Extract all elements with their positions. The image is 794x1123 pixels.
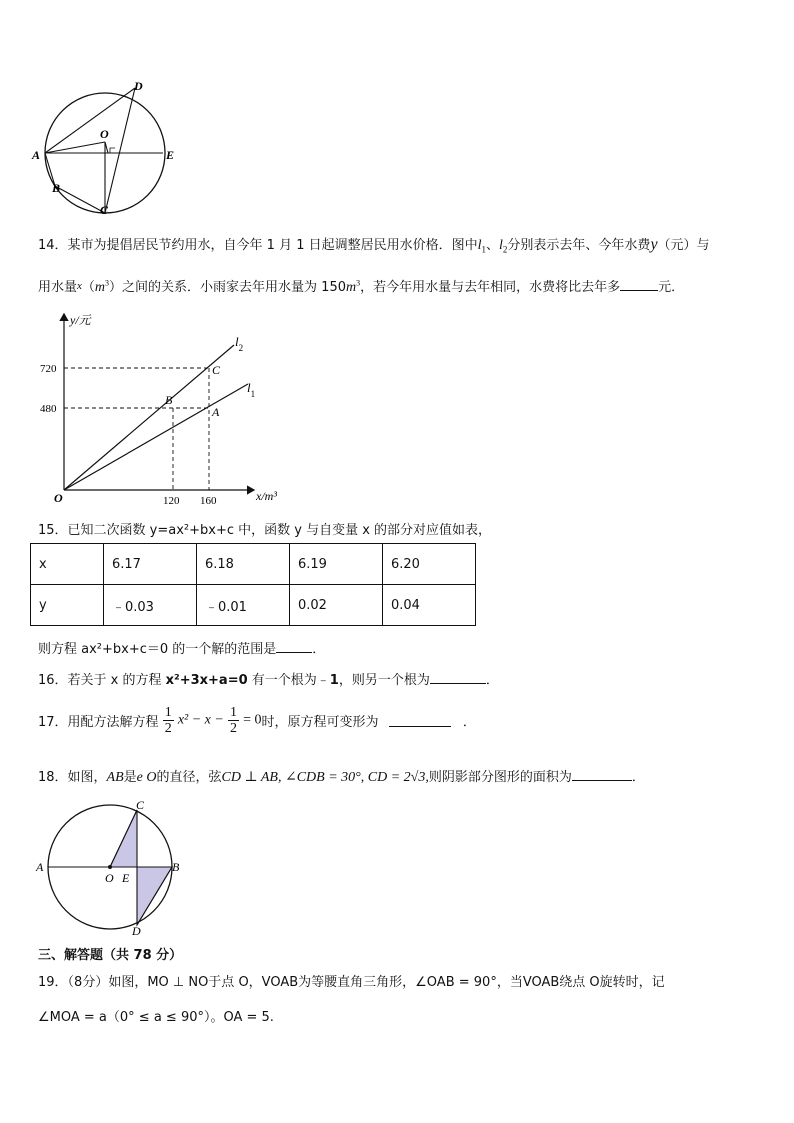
fig13-label-D: D: [134, 79, 143, 93]
table-cell: y: [31, 585, 104, 626]
q16-line: 16．若关于 x 的方程 x²+3x+a=0 有一个根为﹣1，则另一个根为 ．: [38, 673, 499, 688]
table-cell: 0.02: [290, 585, 383, 626]
q15-value-table: [30, 543, 476, 626]
table-cell: 0.04: [383, 585, 476, 626]
fraction-half-1: $\frac{1}{2}$: [164, 705, 172, 736]
ytick-720: 720: [40, 363, 57, 375]
fig18-label-D: D: [132, 924, 141, 936]
graph-ylabel: y/元: [70, 313, 91, 327]
fig13-label-B: B: [52, 181, 61, 195]
fig18-label-A: A: [36, 860, 44, 874]
q14-line1: 14．某市为提倡居民节约用水，自今年 1 月 1 日起调整居民用水价格．图中$l_1$、$l_2$分别表示去年、今年水费y（元）与: [38, 236, 710, 255]
point-C: C: [212, 363, 221, 377]
q16-answer-blank[interactable]: [430, 671, 486, 684]
fig13-label-A: A: [32, 148, 41, 162]
q19-line1: 19．（8分）如图，MO ⊥ NO于点 O，VOAB为等腰直角三角形，∠OAB = 90°，当VOAB绕点 O旋转时，记: [38, 975, 665, 990]
section-title: 三、解答题（共 78 分）: [38, 948, 183, 963]
fraction-half-2: $\frac{1}{2}$: [230, 705, 237, 736]
line-l2: [64, 345, 234, 490]
table-cell: ﹣0.01: [197, 585, 290, 626]
table-row-y: [31, 585, 476, 626]
q19-line2: ∠MOA = a（0° ≤ a ≤ 90°）。OA = 5.: [38, 1010, 274, 1025]
xtick-120: 120: [163, 495, 180, 507]
table-cell: 6.18: [197, 544, 290, 585]
table-row-x: [31, 544, 476, 585]
graph-xlabel: x/m³: [256, 489, 277, 503]
q18-line: 18．如图，AB是e O的直径，弦CD ⊥ AB, ∠CDB = 30°, CD = 2√3,则阴影部分图形的面积为 ．: [38, 770, 645, 785]
fig13-label-O: O: [100, 127, 109, 141]
q15-answer-blank[interactable]: [276, 640, 312, 653]
fig13-label-C: C: [100, 203, 109, 217]
circle-figure-q18: [34, 796, 194, 936]
label-l1: $l_1$: [247, 380, 256, 399]
line-l1: [64, 384, 248, 490]
table-cell: 6.19: [290, 544, 383, 585]
table-cell: ﹣0.03: [104, 585, 197, 626]
graph-origin: O: [54, 491, 63, 505]
q15-line: 15．已知二次函数 y=ax²+bx+c 中，函数 y 与自变量 x 的部分对应值如表，: [38, 523, 492, 538]
point-A: A: [212, 405, 220, 419]
circle-figure-q13: [30, 78, 190, 218]
fig18-label-E: E: [122, 871, 130, 885]
fig18-label-B: B: [172, 860, 180, 874]
table-cell: 6.20: [383, 544, 476, 585]
table-cell: 6.17: [104, 544, 197, 585]
ytick-480: 480: [40, 403, 57, 415]
q17-answer-blank[interactable]: [389, 714, 451, 727]
fig13-label-E: E: [166, 148, 175, 162]
water-fee-graph: [38, 308, 298, 508]
label-l2: $l_2$: [235, 334, 244, 353]
fig18-label-C: C: [136, 798, 145, 812]
xtick-160: 160: [200, 495, 217, 507]
point-B: B: [165, 393, 173, 407]
table-cell: x: [31, 544, 104, 585]
q14-answer-blank[interactable]: [620, 278, 658, 291]
q18-answer-blank[interactable]: [572, 768, 632, 781]
q15-tail: 则方程 ax²+bx+c＝0 的一个解的范围是 ．: [38, 642, 326, 657]
q17-line: 17．用配方法解方程 $\frac{1}{2}$ x² − x − $\frac{1}{2}$ = 0时，原方程可变形为 ．: [38, 705, 476, 736]
q14-line2: 用水量$x(m^3)$之间的关系．小雨家去年用水量为 $150m^3$，若今年用水量与去年相同，水费将比去年多 元．: [38, 278, 685, 295]
fig18-label-O: O: [105, 871, 114, 885]
